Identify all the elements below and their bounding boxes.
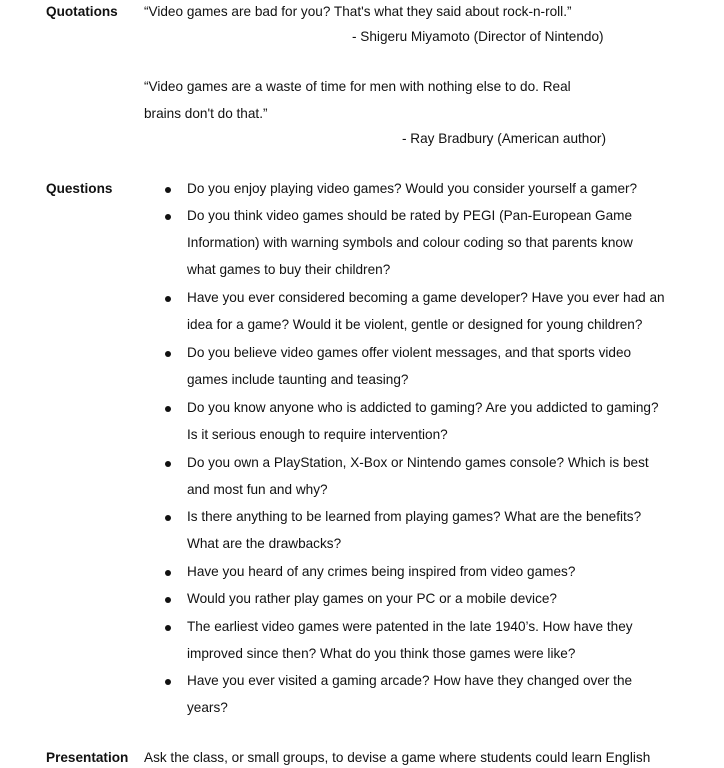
questions-heading: Questions: [46, 181, 113, 196]
bullet-icon: [165, 214, 171, 220]
question-line: Is it serious enough to require intervention?: [187, 427, 448, 442]
question-line: Is there anything to be learned from playing games? What are the benefits?: [187, 509, 642, 524]
bullet-icon: [165, 351, 171, 357]
bullet-icon: [165, 461, 171, 467]
question-line: improved since then? What do you think those games were like?: [187, 646, 576, 661]
question-line: Do you enjoy playing video games? Would you consider yourself a gamer?: [187, 181, 638, 196]
quote-ray-bradbury-line-1: “Video games are a waste of time for men with nothing else to do. Real: [144, 79, 571, 94]
question-line: and most fun and why?: [187, 482, 328, 497]
question-line: Have you ever visited a gaming arcade? How have they changed over the: [187, 673, 633, 688]
question-line: Have you heard of any crimes being inspired from video games?: [187, 564, 576, 579]
question-line: What are the drawbacks?: [187, 536, 342, 551]
quote-attribution-miyamoto: - Shigeru Miyamoto (Director of Nintendo): [352, 29, 604, 44]
question-line: Have you ever considered becoming a game developer? Have you ever had an: [187, 290, 665, 305]
quote-shigeru-miyamoto: “Video games are bad for you? That's what they said about rock-n-roll.”: [144, 4, 572, 19]
question-line: Do you know anyone who is addicted to gaming? Are you addicted to gaming?: [187, 400, 659, 415]
question-line: Do you own a PlayStation, X-Box or Nintendo games console? Which is best: [187, 455, 649, 470]
question-line: Would you rather play games on your PC or a mobile device?: [187, 591, 557, 606]
bullet-icon: [165, 570, 171, 576]
presentation-text: Ask the class, or small groups, to devise a game where students could learn English: [144, 750, 651, 765]
question-line: Information) with warning symbols and colour coding so that parents know: [187, 235, 633, 250]
question-line: Do you think video games should be rated by PEGI (Pan-European Game: [187, 208, 633, 223]
presentation-heading: Presentation: [46, 750, 129, 765]
quote-attribution-bradbury: - Ray Bradbury (American author): [402, 131, 606, 146]
question-line: idea for a game? Would it be violent, gentle or designed for young children?: [187, 317, 643, 332]
bullet-icon: [165, 515, 171, 521]
question-line: what games to buy their children?: [187, 262, 391, 277]
bullet-icon: [165, 296, 171, 302]
bullet-icon: [165, 597, 171, 603]
bullet-icon: [165, 187, 171, 193]
question-line: games include taunting and teasing?: [187, 372, 409, 387]
bullet-icon: [165, 406, 171, 412]
quotations-heading: Quotations: [46, 4, 118, 19]
quote-ray-bradbury-line-2: brains don't do that.”: [144, 106, 268, 121]
question-line: The earliest video games were patented in the late 1940’s. How have they: [187, 619, 633, 634]
bullet-icon: [165, 625, 171, 631]
bullet-icon: [165, 679, 171, 685]
question-line: Do you believe video games offer violent messages, and that sports video: [187, 345, 632, 360]
question-line: years?: [187, 700, 228, 715]
